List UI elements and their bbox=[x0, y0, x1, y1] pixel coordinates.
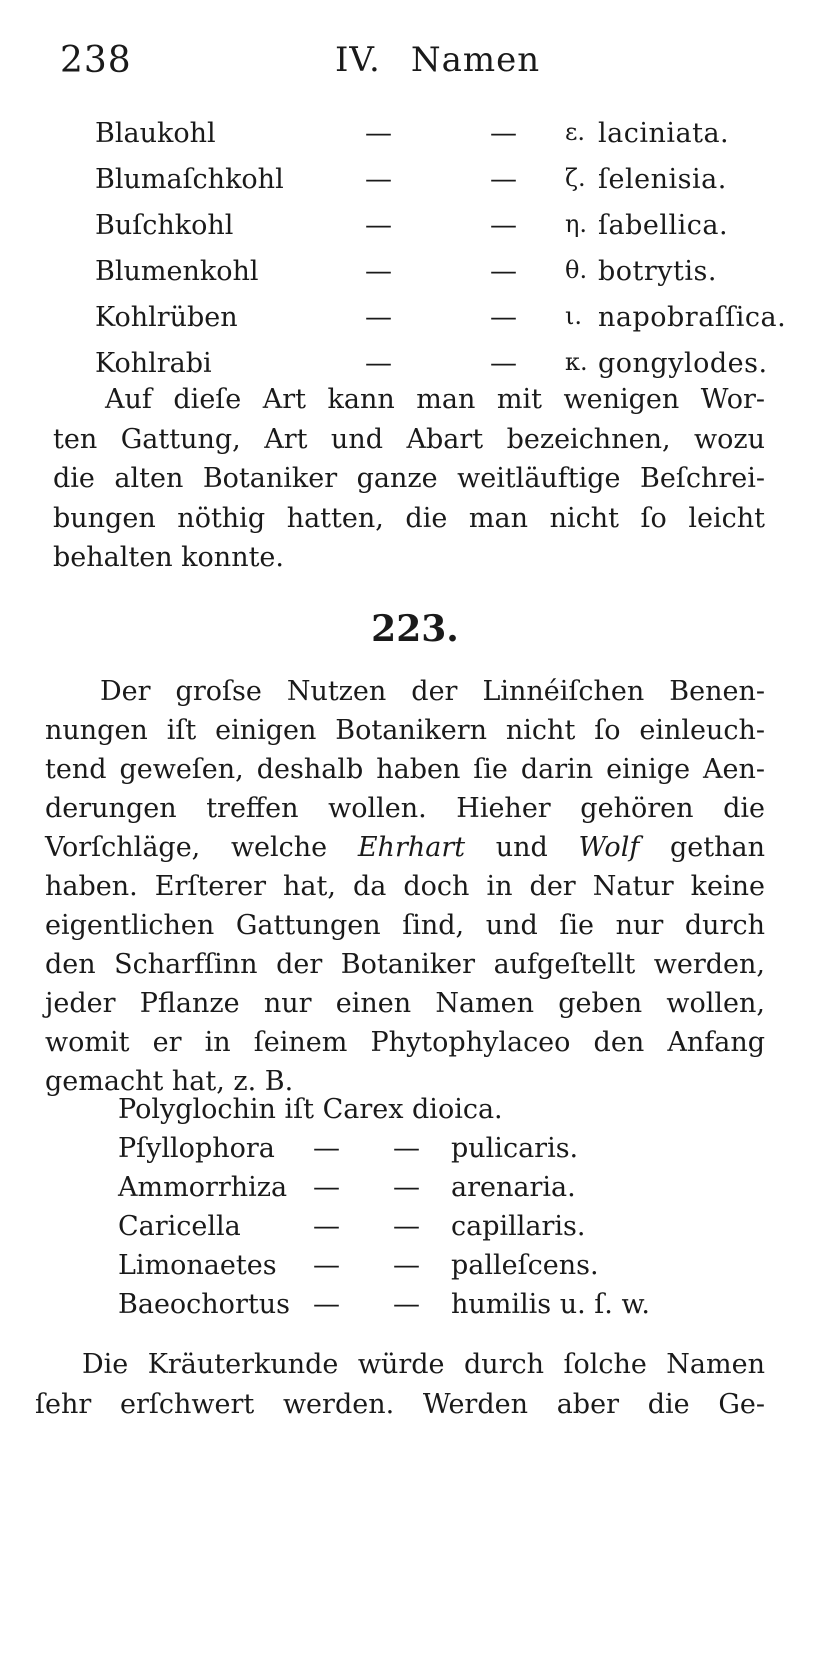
table-row bbox=[118, 1250, 738, 1289]
ditto-dash: — bbox=[490, 164, 517, 195]
text-line: Die Kräuterkunde würde durch ſolche Namen bbox=[82, 1349, 765, 1380]
ditto-dash: — bbox=[490, 348, 517, 379]
carex-table bbox=[118, 1094, 738, 1328]
species-epithet: humilis u. ſ. w. bbox=[451, 1289, 650, 1320]
running-title-word: Namen bbox=[410, 40, 541, 80]
section-number: 223. bbox=[371, 608, 459, 650]
ditto-dash: — bbox=[365, 302, 392, 333]
variety-epithet: ſelenisia. bbox=[598, 164, 727, 195]
text-line: jeder Pflanze nur einen Namen geben wollen, bbox=[45, 988, 765, 1019]
text-line: haben. Erſterer hat, da doch in der Natur keine bbox=[45, 871, 765, 902]
carex-first-line: Polyglochin iſt Carex dioica. bbox=[118, 1094, 503, 1125]
paragraph-1 bbox=[53, 380, 765, 578]
text-span: Vorſchläge, welche bbox=[45, 832, 358, 863]
species-name: Caricella bbox=[118, 1211, 241, 1242]
text-line: ſehr erſchwert werden. Werden aber die Ge- bbox=[35, 1389, 765, 1420]
greek-letter: θ. bbox=[565, 256, 588, 284]
ditto-dash: — bbox=[365, 348, 392, 379]
species-epithet: arenaria. bbox=[451, 1172, 576, 1203]
text-line: derungen treffen wollen. Hieher gehören die bbox=[45, 793, 765, 824]
page-header bbox=[0, 40, 830, 90]
table-row bbox=[90, 164, 810, 210]
variety-name: Kohlrüben bbox=[95, 302, 238, 333]
variety-name: Kohlrabi bbox=[95, 348, 212, 379]
greek-letter: ζ. bbox=[565, 164, 586, 192]
ditto-dash: — bbox=[365, 164, 392, 195]
running-title bbox=[335, 40, 540, 80]
species-epithet: pulicaris. bbox=[451, 1133, 579, 1164]
ditto-dash: — bbox=[313, 1172, 340, 1203]
ditto-dash: — bbox=[313, 1289, 340, 1320]
table-row bbox=[118, 1094, 738, 1133]
ditto-dash: — bbox=[393, 1211, 420, 1242]
text-line: tend geweſen, deshalb haben ſie darin einige Aen- bbox=[45, 754, 765, 785]
text-line: eigentlichen Gattungen ſind, und ſie nur durch bbox=[45, 910, 765, 941]
variety-epithet: gongylodes. bbox=[598, 348, 768, 379]
ditto-dash: — bbox=[365, 210, 392, 241]
author-name-wolf: Wolf bbox=[578, 832, 640, 863]
species-epithet: palleſcens. bbox=[451, 1250, 599, 1281]
paragraph-2 bbox=[45, 672, 765, 1101]
ditto-dash: — bbox=[490, 210, 517, 241]
ditto-dash: — bbox=[313, 1133, 340, 1164]
table-row bbox=[118, 1211, 738, 1250]
paragraph-3 bbox=[35, 1345, 765, 1425]
text-span: gethan bbox=[639, 832, 765, 863]
ditto-dash: — bbox=[393, 1289, 420, 1320]
variety-epithet: botrytis. bbox=[598, 256, 717, 287]
variety-epithet: napobraſſica. bbox=[598, 302, 787, 333]
greek-letter: η. bbox=[565, 210, 588, 238]
greek-letter: κ. bbox=[565, 348, 588, 376]
table-row bbox=[90, 256, 810, 302]
text-line: nungen iſt einigen Botanikern nicht ſo einleuch- bbox=[45, 715, 765, 746]
table-row bbox=[90, 302, 810, 348]
text-line: Auf dieſe Art kann man mit wenigen Wor- bbox=[105, 384, 765, 415]
running-title-chapter: IV. bbox=[335, 40, 381, 80]
ditto-dash: — bbox=[313, 1211, 340, 1242]
text-line: ten Gattung, Art und Abart bezeichnen, wozu bbox=[53, 423, 765, 455]
variety-epithet: laciniata. bbox=[598, 118, 730, 149]
table-row bbox=[118, 1133, 738, 1172]
greek-letter: ι. bbox=[565, 302, 583, 330]
variety-name: Blaukohl bbox=[95, 118, 216, 149]
text-line: die alten Botaniker ganze weitläuftige Beſchrei- bbox=[53, 463, 765, 494]
text-span: und bbox=[465, 832, 579, 863]
author-name-ehrhart: Ehrhart bbox=[357, 832, 466, 863]
text-line: Der groſse Nutzen der Linnéiſchen Benen- bbox=[100, 676, 765, 707]
variety-epithet: ſabellica. bbox=[598, 210, 729, 241]
table-row bbox=[90, 210, 810, 256]
ditto-dash: — bbox=[490, 302, 517, 333]
species-name: Baeochortus bbox=[118, 1289, 290, 1320]
ditto-dash: — bbox=[393, 1133, 420, 1164]
ditto-dash: — bbox=[365, 118, 392, 149]
text-line: den Scharfſinn der Botaniker aufgeſtellt werden, bbox=[45, 949, 765, 980]
text-line: behalten konnte. bbox=[53, 542, 284, 573]
ditto-dash: — bbox=[490, 256, 517, 287]
greek-letter: ε. bbox=[565, 118, 586, 146]
table-row bbox=[90, 118, 810, 164]
ditto-dash: — bbox=[365, 256, 392, 287]
text-line: womit er in ſeinem Phytophylaceo den Anfang bbox=[45, 1027, 765, 1058]
table-row bbox=[118, 1172, 738, 1211]
kohl-variety-table bbox=[90, 118, 810, 394]
species-epithet: capillaris. bbox=[451, 1211, 586, 1242]
text-line: gemacht hat, z. B. bbox=[45, 1066, 294, 1097]
text-line: bungen nöthig hatten, die man nicht ſo leicht bbox=[53, 502, 765, 534]
species-name: Ammorrhiza bbox=[118, 1172, 288, 1203]
ditto-dash: — bbox=[393, 1250, 420, 1281]
ditto-dash: — bbox=[313, 1250, 340, 1281]
ditto-dash: — bbox=[393, 1172, 420, 1203]
ditto-dash: — bbox=[490, 118, 517, 149]
variety-name: Blumaſchkohl bbox=[95, 164, 284, 195]
species-name: Limonaetes bbox=[118, 1250, 277, 1281]
variety-name: Blumenkohl bbox=[95, 256, 259, 287]
page-number: 238 bbox=[60, 40, 132, 81]
variety-name: Buſchkohl bbox=[95, 210, 234, 241]
text-line bbox=[45, 828, 765, 867]
species-name: Pſyllophora bbox=[118, 1133, 275, 1164]
table-row bbox=[118, 1289, 738, 1328]
